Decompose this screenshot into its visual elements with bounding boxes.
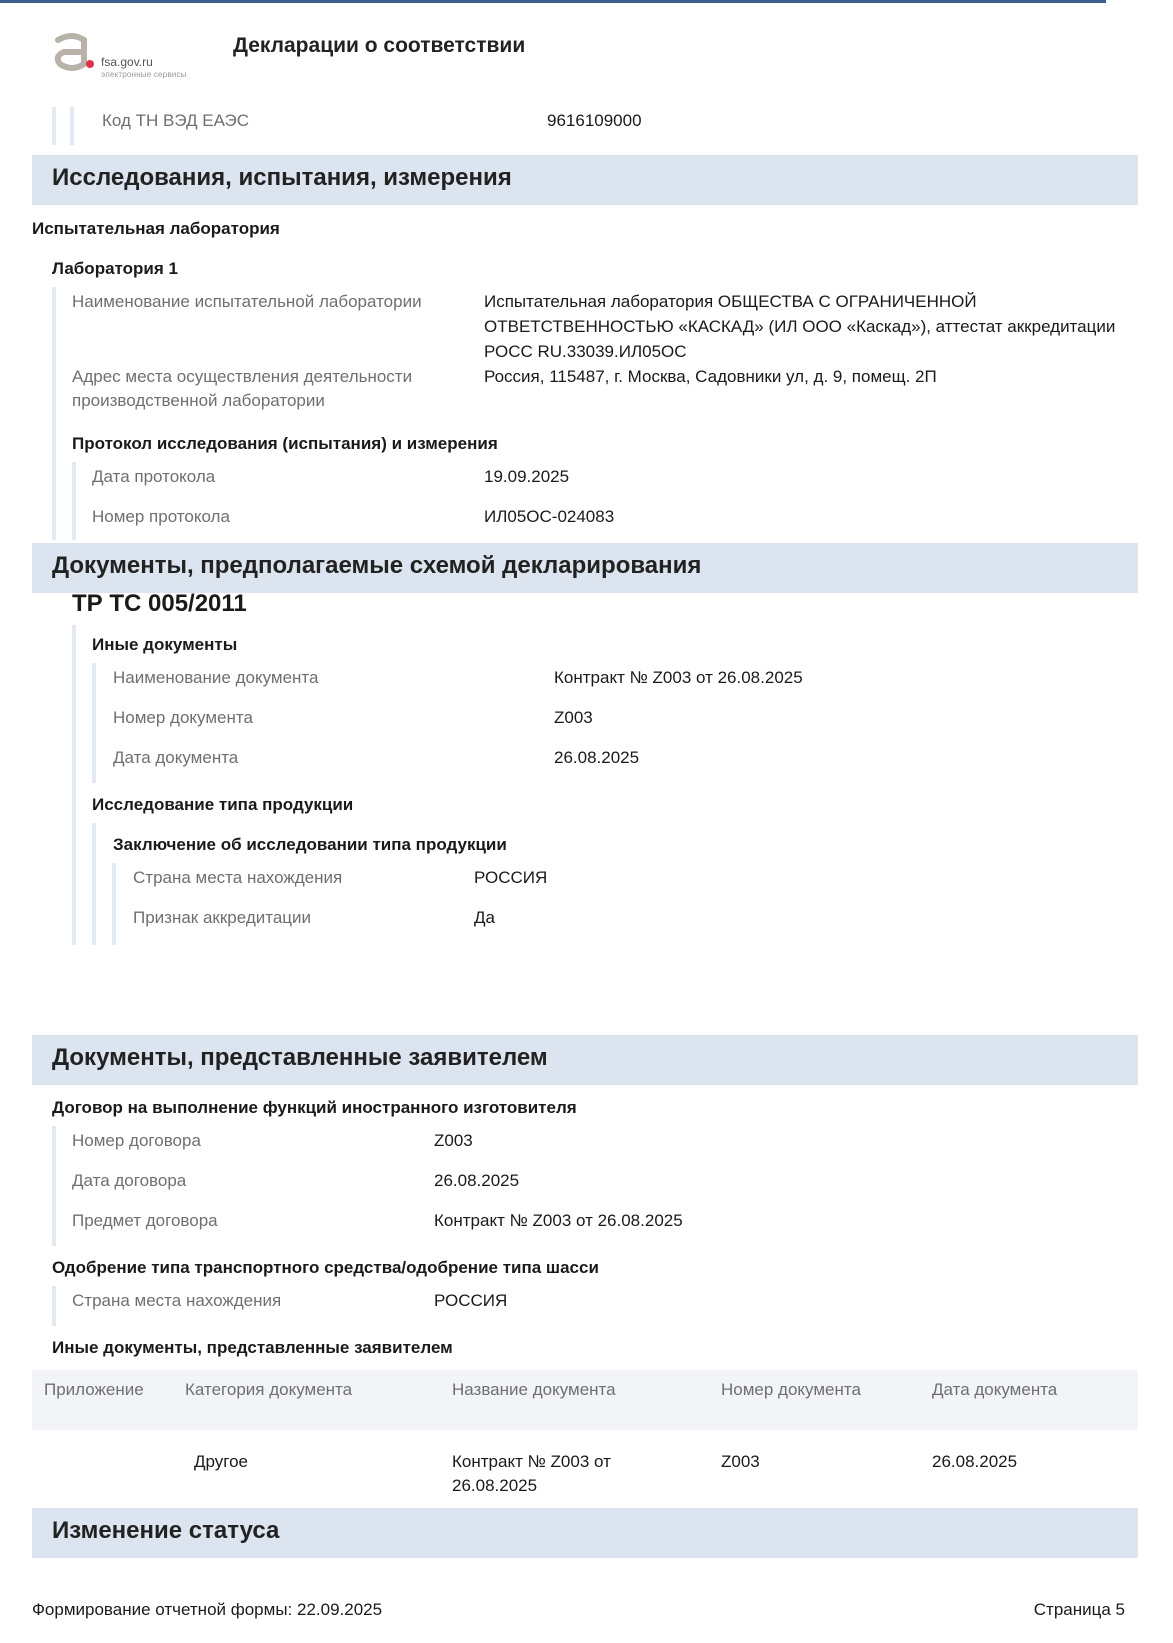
column-header: Категория документа (185, 1380, 353, 1399)
lab-name-label: Наименование испытательной лаборатории (72, 292, 422, 311)
regulation-title: ТР ТС 005/2011 (72, 590, 247, 617)
nest-bar (70, 107, 74, 145)
protocol-number-value: ИЛ05ОС-024083 (484, 507, 615, 526)
nest-bar (52, 1286, 56, 1326)
lab-address-label-line: Адрес места осуществления деятельности (72, 367, 413, 386)
accreditation-value: Да (474, 908, 495, 927)
contract-date-label: Дата договора (72, 1171, 187, 1190)
lab-name-value-line: РОСС RU.33039.ИЛ05ОС (484, 342, 687, 361)
table-cell-category: Другое (194, 1452, 249, 1471)
table-cell-number: Z003 (721, 1452, 760, 1471)
lab-name-value-line: Испытательная лаборатория ОБЩЕСТВА С ОГРАНИЧЕННОЙ (484, 292, 977, 311)
section-status (32, 1508, 1138, 1558)
column-header: Приложение (44, 1380, 144, 1399)
contract-number-label: Номер договора (72, 1131, 201, 1150)
nest-bar (72, 625, 76, 945)
hs-code-value: 9616109000 (547, 111, 642, 130)
table-header (32, 1370, 1138, 1430)
approval-country-label: Страна места нахождения (72, 1291, 282, 1310)
header-divider (0, 0, 1106, 3)
protocol-date-label: Дата протокола (92, 467, 216, 486)
section-applicant-docs-title: Документы, представленные заявителем (52, 1044, 548, 1071)
table-cell-name: 26.08.2025 (452, 1476, 538, 1495)
section-research-title: Исследования, испытания, измерения (52, 164, 512, 191)
logo-subtitle: электронные сервисы (101, 70, 187, 79)
lab-name-value-line: ОТВЕТСТВЕННОСТЬЮ «КАСКАД» (ИЛ ООО «Каскад»), аттестат аккредитации (484, 317, 1116, 336)
section-applicant-docs (32, 1035, 1138, 1085)
section-scheme-docs (32, 543, 1138, 593)
fsa-logo-icon (50, 30, 94, 74)
country-value: РОССИЯ (474, 868, 548, 887)
other-docs-title: Иные документы (92, 635, 238, 654)
nest-bar (92, 823, 96, 945)
section-research (32, 155, 1138, 205)
table-cell-name: Контракт № Z003 от (452, 1452, 611, 1471)
column-header: Номер документа (721, 1380, 861, 1399)
protocol-title: Протокол исследования (испытания) и измерения (72, 434, 498, 453)
contract-title: Договор на выполнение функций иностранного изготовителя (52, 1098, 577, 1117)
nest-bar (52, 1126, 56, 1246)
nest-bar (112, 863, 116, 945)
column-header: Дата документа (932, 1380, 1058, 1399)
approval-title: Одобрение типа транспортного средства/одобрение типа шасси (52, 1258, 599, 1277)
doc-name-label: Наименование документа (113, 668, 319, 687)
nest-bar (92, 663, 96, 783)
page-title: Декларации о соответствии (233, 34, 526, 57)
contract-subject-value: Контракт № Z003 от 26.08.2025 (434, 1211, 683, 1230)
other-applicant-docs-title: Иные документы, представленные заявителем (52, 1338, 453, 1357)
lab-section-title: Испытательная лаборатория (32, 219, 280, 238)
section-status-title: Изменение статуса (52, 1517, 280, 1544)
lab-address-label-line: производственной лаборатории (72, 391, 325, 410)
doc-date-label: Дата документа (113, 748, 239, 767)
nest-bar (72, 462, 76, 540)
table-cell-date: 26.08.2025 (932, 1452, 1018, 1471)
contract-subject-label: Предмет договора (72, 1211, 218, 1230)
column-header: Название документа (452, 1380, 616, 1399)
doc-name-value: Контракт № Z003 от 26.08.2025 (554, 668, 803, 687)
approval-country-value: РОССИЯ (434, 1291, 508, 1310)
lab-address-value: Россия, 115487, г. Москва, Садовники ул, д. 9, помещ. 2П (484, 367, 937, 386)
nest-bar (52, 287, 56, 540)
protocol-date-value: 19.09.2025 (484, 467, 570, 486)
contract-date-value: 26.08.2025 (434, 1171, 520, 1190)
contract-number-value: Z003 (434, 1131, 473, 1150)
hs-code-label: Код ТН ВЭД ЕАЭС (102, 111, 250, 130)
report-generated-text: Формирование отчетной формы: 22.09.2025 (32, 1600, 383, 1619)
doc-date-value: 26.08.2025 (554, 748, 640, 767)
country-label: Страна места нахождения (133, 868, 343, 887)
page-number: Страница 5 (1033, 1600, 1125, 1619)
doc-number-label: Номер документа (113, 708, 253, 727)
conclusion-title: Заключение об исследовании типа продукции (113, 835, 507, 854)
protocol-number-label: Номер протокола (92, 507, 230, 526)
doc-number-value: Z003 (554, 708, 593, 727)
section-scheme-docs-title: Документы, предполагаемые схемой декларирования (52, 552, 702, 579)
type-study-title: Исследование типа продукции (92, 795, 354, 814)
lab-title: Лаборатория 1 (52, 259, 178, 278)
logo-site-text: fsa.gov.ru (101, 55, 153, 69)
nest-bar (52, 107, 56, 145)
accreditation-label: Признак аккредитации (133, 908, 312, 927)
